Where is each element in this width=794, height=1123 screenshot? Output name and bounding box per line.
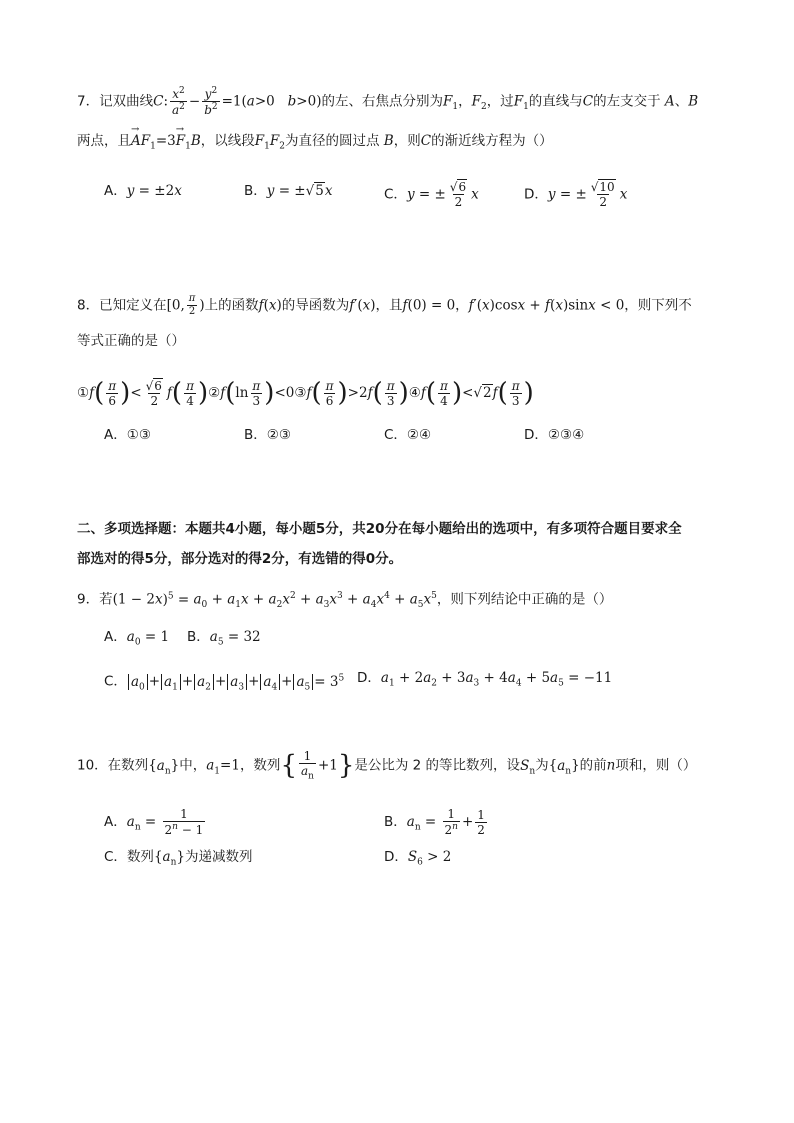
q10-option-d[interactable]: D．$S_6 > 2$ [384,849,452,868]
q9-option-c[interactable]: C． $a_0 + a_1 + a_2 + a_3 + a_4 + a_5 = 3^5$ [104,673,345,693]
q9-stem: 9．若$(1 - 2x)^5 = a_0 + a_1x + a_2x^2 + a_3x^3 + a_4x^4 + a_5x^5$，则下列结论中正确的是（） [77,591,613,611]
q8-option-c[interactable]: C．②④ [384,427,432,443]
q7-option-a[interactable]: A．y = ±2x [104,183,182,199]
q10-label: 10．在数列 [77,757,149,774]
q7-label: 7．记双曲线 [77,93,154,110]
q8-line1: 8．已知定义在[0, $\frac{\pi}{2}$ )上的函数f(x)的导函数为f′(x)，且f(0) = 0，f′(x)cosx + f(x)sinx < 0，则下列不 [77,293,692,317]
q9-label: 9．若 [77,591,113,608]
q7-option-b[interactable]: B．y = ±√5x [244,183,333,199]
q8-statements: ①f( $\frac{\pi}{6}$ )< $\frac{√6}{2}$ f( $\frac{\pi}{4}$ )②f(ln $\frac{\pi}{3}$ )<0③f( $\frac{\pi}{6}$ )>2f( $\frac{\pi}{3}$ )④f( $\frac{\pi}{4}$ )<√2f( $\frac{\pi}{3}$ ) [77,378,534,408]
q8-line2: 等式正确的是（） [77,333,185,349]
q10-option-b[interactable]: B．$a_n$ = $\frac{1}{2^n}$ + $\frac{1}{2}$ [384,807,485,837]
q8-option-a[interactable]: A．①③ [104,427,151,443]
section2-heading-line2: 部选对的得5分，部分选对的得2分，有选错的得0分。 [77,551,403,567]
q7-option-c[interactable]: C．y = ± $\frac{√6}{2}$ x [384,180,479,209]
q7-line1: 7．记双曲线C: $\frac{x^2}{a^2}$ − $\frac{y^2}{b^2}$ =1(a>0 b>0)的左、右焦点分别为$F_1$，$F_2$，过$F_1$的直线与C的左支交于 A、B [77,86,699,117]
q7-line2: 两点，且→ $AF_1=3\to F_1B$，以线段$F_1F_2$为直径的圆过点 B，则C的渐近线方程为（） [77,131,553,157]
q7-frac-x: $\frac{x^2}{a^2}$ [172,86,185,117]
q10-option-a[interactable]: A．$a_n$ = $\frac{1}{2^n - 1}$ [104,807,204,837]
q9-option-a[interactable]: A．$a_0 = 1$ [104,629,170,648]
q7-frac-y: $\frac{y^2}{b^2}$ [204,86,218,117]
q9-option-b[interactable]: B．$a_5 = 32$ [187,629,261,648]
q8-option-d[interactable]: D．②③④ [524,427,585,443]
q8-option-b[interactable]: B．②③ [244,427,291,443]
q10-stem: 10．在数列$\{a_n\}$中，$a_1=1$，数列{ $\frac{1}{a_n}$ +1}是公比为 2 的等比数列，设$S_n$为$\{a_n\}$的前n项和，则（） [77,749,697,782]
q10-option-c[interactable]: C．数列$\{a_n\}$为递减数列 [104,849,253,868]
q8-label: 8．已知定义在 [77,297,167,314]
q9-option-d[interactable]: D．$a_1 + 2a_2 + 3a_3 + 4a_4 + 5a_5 = -11$ [357,670,613,689]
section2-heading-line1: 二、多项选择题：本题共4小题，每小题5分，共20分在每小题给出的选项中，有多项符合题目要求全 [77,521,682,537]
q7-option-d[interactable]: D．y = ± $\frac{√10}{2}$ x [524,180,628,209]
